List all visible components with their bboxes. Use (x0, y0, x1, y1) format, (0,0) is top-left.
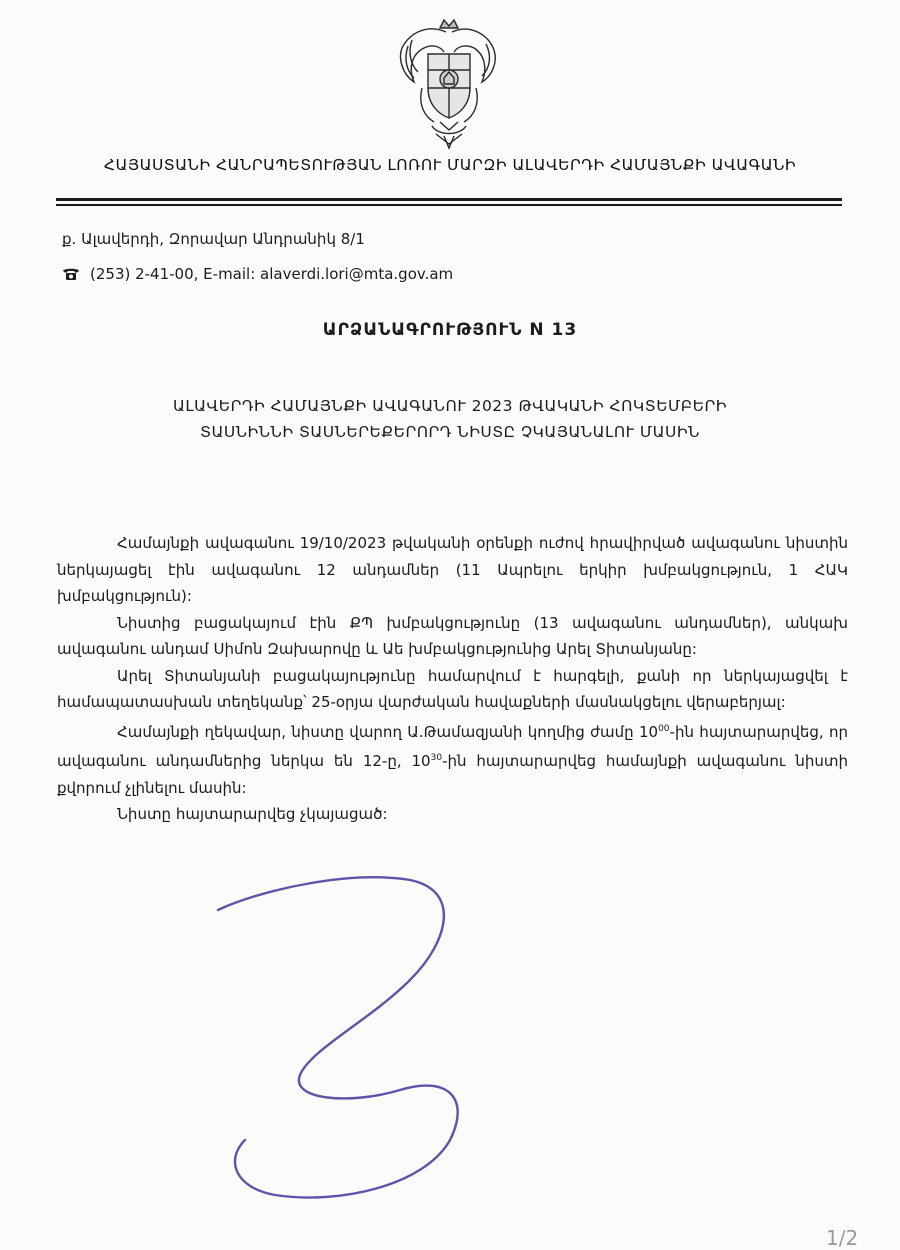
handwritten-signature (200, 860, 520, 1210)
paragraph-excused: Արել Տիտանյանի բացակայությունը համարվում է հարգելի, քանի որ ներկայացվել է համապատասխան տեղեկանք՝ 25-օրյա վարժական հավաքների մասնակցելու վերաբերյալ: (57, 666, 848, 711)
quorum-text-a: Համայնքի ղեկավար, նիստը վարող Ա.Թամազյանի կողմից ժամը 10 (117, 722, 659, 741)
paragraph-absent: Նիստից բացակայում էին ՔՊ խմբակցությունը (13 ավագանու անդամներ), անկախ ավագանու անդամ Սիմոն Զախարովը և Աե խմբակցությունից Արել Տիտանյանը: (57, 613, 848, 658)
header-divider-thick (56, 198, 842, 201)
subject-line-2: ՏԱՍՆԻՆՆԻ ՏԱՍՆԵՐԵՔԵՐՈՐԴ ՆԻՍՏԸ ՉԿԱՅԱՆԱԼՈՒ ՄԱՍԻՆ (200, 423, 700, 441)
time-sup-1: 00 (658, 723, 670, 734)
quorum-text-b: -ին հայտարարվեց, որ ավագանու անդամներից ներկա են 12-ը, 10 (57, 722, 848, 770)
organization-title: ՀԱՅԱՍՏԱՆԻ ՀԱՆՐԱՊԵՏՈՒԹՅԱՆ ԼՈՌՈՒ ՄԱՐԶԻ ԱԼԱՎԵՐԴԻ ՀԱՄԱՅՆՔԻ ԱՎԱԳԱՆԻ (103, 156, 797, 174)
header-divider-thin (56, 204, 842, 206)
document-body (57, 530, 848, 828)
document-title: ԱՐՁԱՆԱԳՐՈՒԹՅՈՒՆ N 13 (322, 320, 578, 340)
paragraph-attendance: Համայնքի ավագանու 19/10/2023 թվականի օրենքի ուժով հրավիրված ավագանու նիստին ներկայացել էին ավագանու 12 անդամներ (11 Ապրելու երկիր խմբակցություն, 1 ՀԱԿ խմբակցություն): (57, 534, 848, 605)
address: ք. Ալավերդի, Զորավար Անդրանիկ 8/1 (62, 230, 365, 248)
quorum-text-c: -ին հայտարարվեց համայնքի ավագանու նիստի քվորում չլինելու մասին: (57, 752, 848, 797)
page-number: 1/2 (826, 1226, 859, 1250)
document-subject (0, 393, 900, 445)
contact-line (62, 265, 453, 283)
time-sup-2: 30 (430, 753, 443, 763)
paragraph-conclusion: Նիստը հայտարարվեց չկայացած: (117, 805, 388, 823)
subject-line-1: ԱԼԱՎԵՐԴԻ ՀԱՄԱՅՆՔԻ ԱՎԱԳԱՆՈՒ 2023 ԹՎԱԿԱՆԻ ՀՈԿՏԵՄԲԵՐԻ (173, 397, 727, 415)
armenia-coat-of-arms-icon (388, 18, 510, 150)
paragraph-quorum (57, 716, 848, 802)
telephone-icon (62, 267, 80, 281)
contact-text: (253) 2-41-00, E-mail: alaverdi.lori@mta.gov.am (90, 265, 454, 283)
